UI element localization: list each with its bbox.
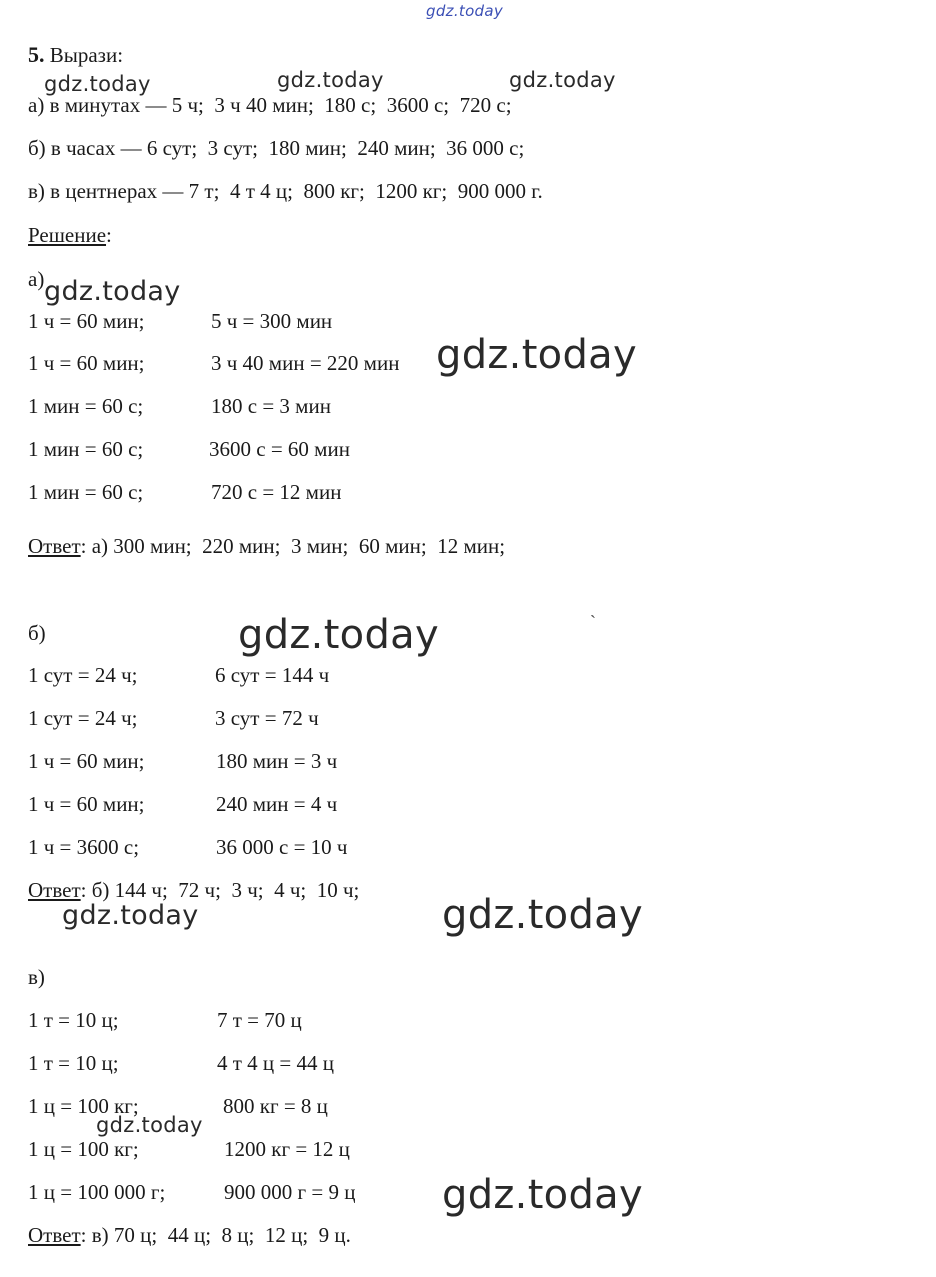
part-b-rule-4: 1 ч = 60 мин; <box>28 792 145 816</box>
part-a-rule-2: 1 ч = 60 мин; <box>28 351 145 375</box>
answer-label: Ответ <box>28 1223 81 1247</box>
part-a-rule-4: 1 мин = 60 с; <box>28 437 144 461</box>
watermark-8: gdz.today <box>442 892 643 938</box>
part-b-rule-5: 1 ч = 3600 с; <box>28 835 140 859</box>
part-c-result-2: 4 т 4 ц = 44 ц <box>217 1051 334 1075</box>
part-a-label: а) <box>28 267 45 291</box>
part-c-result-5: 900 000 г = 9 ц <box>224 1180 356 1204</box>
part-b-result-3: 180 мин = 3 ч <box>216 749 338 773</box>
watermark-5: gdz.today <box>436 332 637 378</box>
part-a-rule-5: 1 мин = 60 с; <box>28 480 144 504</box>
solution-colon: : <box>106 223 112 247</box>
part-c-rule-1: 1 т = 10 ц; <box>28 1008 119 1032</box>
part-a-result-4: 3600 с = 60 мин <box>209 437 350 461</box>
part-b-rule-2: 1 сут = 24 ч; <box>28 706 138 730</box>
part-a-result-2: 3 ч 40 мин = 220 мин <box>211 351 400 375</box>
watermark-3: gdz.today <box>509 68 616 92</box>
part-a-answer-text: : а) 300 мин; 220 мин; 3 мин; 60 мин; 12 мин; <box>80 534 506 558</box>
watermark-9: gdz.today <box>96 1113 203 1137</box>
task-item-a: а) в минутах — 5 ч; 3 ч 40 мин; 180 с; 3600 с; 720 с; <box>28 93 512 117</box>
watermark-6: gdz.today <box>238 612 439 658</box>
part-b-result-2: 3 сут = 72 ч <box>215 706 319 730</box>
watermark-7: gdz.today <box>62 900 199 931</box>
task-number: 5. <box>28 42 45 67</box>
part-b-label: б) <box>28 621 46 645</box>
watermark-1: gdz.today <box>44 72 151 96</box>
watermark-4: gdz.today <box>44 276 181 307</box>
solution-label: Решение <box>28 223 107 247</box>
part-a-result-1: 5 ч = 300 мин <box>211 309 333 333</box>
part-c-rule-4: 1 ц = 100 кг; <box>28 1137 139 1161</box>
task-item-b: б) в часах — 6 сут; 3 сут; 180 мин; 240 мин; 36 000 с; <box>28 136 525 160</box>
part-c-rule-2: 1 т = 10 ц; <box>28 1051 119 1075</box>
part-a-answer <box>28 533 505 559</box>
watermark-2: gdz.today <box>277 68 384 92</box>
part-a-result-5: 720 с = 12 мин <box>211 480 342 504</box>
part-a-rule-1: 1 ч = 60 мин; <box>28 309 145 333</box>
part-c-result-3: 800 кг = 8 ц <box>223 1094 328 1118</box>
part-c-result-4: 1200 кг = 12 ц <box>224 1137 350 1161</box>
part-a-result-3: 180 с = 3 мин <box>211 394 331 418</box>
part-b-result-5: 36 000 с = 10 ч <box>216 835 348 859</box>
watermark-10: gdz.today <box>442 1172 643 1218</box>
part-c-rule-5: 1 ц = 100 000 г; <box>28 1180 166 1204</box>
part-b-rule-1: 1 сут = 24 ч; <box>28 663 138 687</box>
part-c-result-1: 7 т = 70 ц <box>217 1008 302 1032</box>
part-c-answer <box>28 1222 351 1248</box>
watermark-top: gdz.today <box>426 2 504 20</box>
stray-mark: ` <box>590 612 596 632</box>
task-item-c: в) в центнерах — 7 т; 4 т 4 ц; 800 кг; 1200 кг; 900 000 г. <box>28 179 543 203</box>
part-b-result-4: 240 мин = 4 ч <box>216 792 338 816</box>
part-c-rule-3: 1 ц = 100 кг; <box>28 1094 139 1118</box>
part-b-answer-text: : б) 144 ч; 72 ч; 3 ч; 4 ч; 10 ч; <box>80 878 360 902</box>
task-title: Вырази: <box>49 43 124 67</box>
answer-label: Ответ <box>28 534 81 558</box>
part-c-answer-text: : в) 70 ц; 44 ц; 8 ц; 12 ц; 9 ц. <box>80 1223 351 1247</box>
part-b-result-1: 6 сут = 144 ч <box>215 663 330 687</box>
task-header <box>28 42 123 68</box>
part-a-rule-3: 1 мин = 60 с; <box>28 394 144 418</box>
solution-heading <box>28 222 112 248</box>
part-b-rule-3: 1 ч = 60 мин; <box>28 749 145 773</box>
answer-label: Ответ <box>28 878 81 902</box>
part-c-label: в) <box>28 965 45 989</box>
